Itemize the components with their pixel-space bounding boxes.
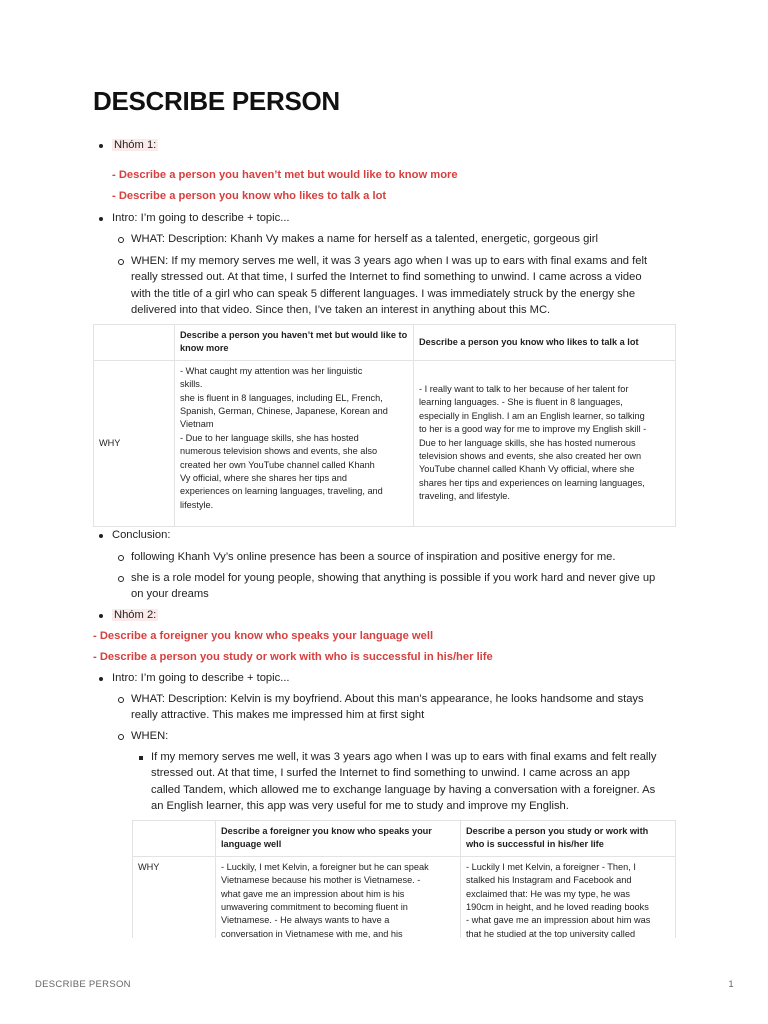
group1-label: Nhóm 1: [112, 137, 158, 153]
page-title: DESCRIBE PERSON [93, 86, 340, 116]
table-row-label: WHY [94, 360, 175, 526]
table-row [133, 856, 676, 938]
group2-table-clip [0, 818, 768, 938]
group1-what: WHAT: Description: Khanh Vy makes a name for herself as a talented, energetic, gorgeous girl [131, 231, 598, 247]
table-cell: - Luckily I met Kelvin, a foreigner - Then, I stalked his Instagram and Facebook and exclaimed that: He was my type, he was 190cm in height, and he loved reading books - what gave me an impression about him was that he studied at the top university called [461, 856, 676, 938]
group2-when-detail: If my memory serves me well, it was 3 years ago when I was up to ears with final exams and felt really stressed out. At that time, I surfed the Internet to find something to unwind. I came across an app called Tandem, which allowed me to exchange language by having a conversation with a foreigner. As an English learner, this app was very useful for me to study and improve my English. [151, 749, 657, 814]
table-corner-cell [94, 325, 175, 361]
group1-conclusion-point-1: following Khanh Vy’s online presence has been a source of inspiration and positive energy for me. [131, 549, 615, 565]
group2-topic-2: - Describe a person you study or work with who is successful in his/her life [93, 651, 493, 663]
group2-intro: Intro: I’m going to describe + topic... [112, 670, 290, 686]
table-header-cell: Describe a foreigner you know who speaks your language well [216, 821, 461, 857]
group1-when: WHEN: If my memory serves me well, it was 3 years ago when I was up to ears with final exams and felt really stressed out. At that time, I surfed the Internet to find something to unwind. I came across a video with the title of a girl who can speak 5 different languages. I was immediately struck by the energy she delivered into that video. Since then, I’ve taken an interest in anything about this MC. [131, 253, 647, 318]
table-header-cell: Describe a person you haven’t met but would like to know more [175, 325, 414, 361]
group1-conclusion: Conclusion: [112, 527, 170, 543]
table-header-row [94, 325, 676, 361]
group2-table [132, 820, 676, 938]
table-header-cell: Describe a person you know who likes to talk a lot [414, 325, 676, 361]
page-number: 1 [728, 979, 734, 990]
table-header-cell: Describe a person you study or work with who is successful in his/her life [461, 821, 676, 857]
table-header-row [133, 821, 676, 857]
group1-conclusion-point-2: she is a role model for young people, showing that anything is possible if you work hard and never give up on your dreams [131, 570, 655, 603]
table-row [94, 360, 676, 526]
group2-what: WHAT: Description: Kelvin is my boyfriend. About this man’s appearance, he looks handsome and stays really attractive. This makes me impressed him at first sight [131, 691, 644, 724]
group2-when: WHEN: [131, 728, 168, 744]
table-cell: - I really want to talk to her because of her talent for learning languages. - She is fluent in 8 languages, especially in English. I am an English learner, so talking to her is a good way for me to improve my English skill - Due to her language skills, she has hosted numerous television shows and events, she also created her own YouTube channel called Khanh Vy official, where she shares her tips and experiences on learning languages, traveling, and lifestyle. [414, 360, 676, 526]
group1-intro: Intro: I’m going to describe + topic... [112, 210, 290, 226]
group1-topic-2: - Describe a person you know who likes to talk a lot [112, 190, 387, 202]
footer-title: DESCRIBE PERSON [35, 979, 131, 990]
group2-label: Nhóm 2: [112, 607, 158, 623]
table-corner-cell [133, 821, 216, 857]
table-cell: - Luckily, I met Kelvin, a foreigner but he can speak Vietnamese because his mother is Vietnamese. - what gave me an impression about him is his unwavering commitment to becoming fluent in Vietnamese. - He always wants to have a conversation in Vietnamese with me, and his [216, 856, 461, 938]
group1-table [93, 324, 676, 527]
table-cell: - What caught my attention was her linguistic skills. she is fluent in 8 languages, including EL, French, Spanish, German, Chinese, Japanese, Korean and Vietnam - Due to her language skills, she has hosted numerous television shows and events, she also created her own YouTube channel called Khanh Vy official, where she shares her tips and experiences on learning languages, traveling, and lifestyle. [175, 360, 414, 526]
group2-topic-1: - Describe a foreigner you know who speaks your language well [93, 630, 434, 642]
group1-topic-1: - Describe a person you haven’t met but would like to know more [112, 169, 458, 181]
table-row-label: WHY [133, 856, 216, 938]
